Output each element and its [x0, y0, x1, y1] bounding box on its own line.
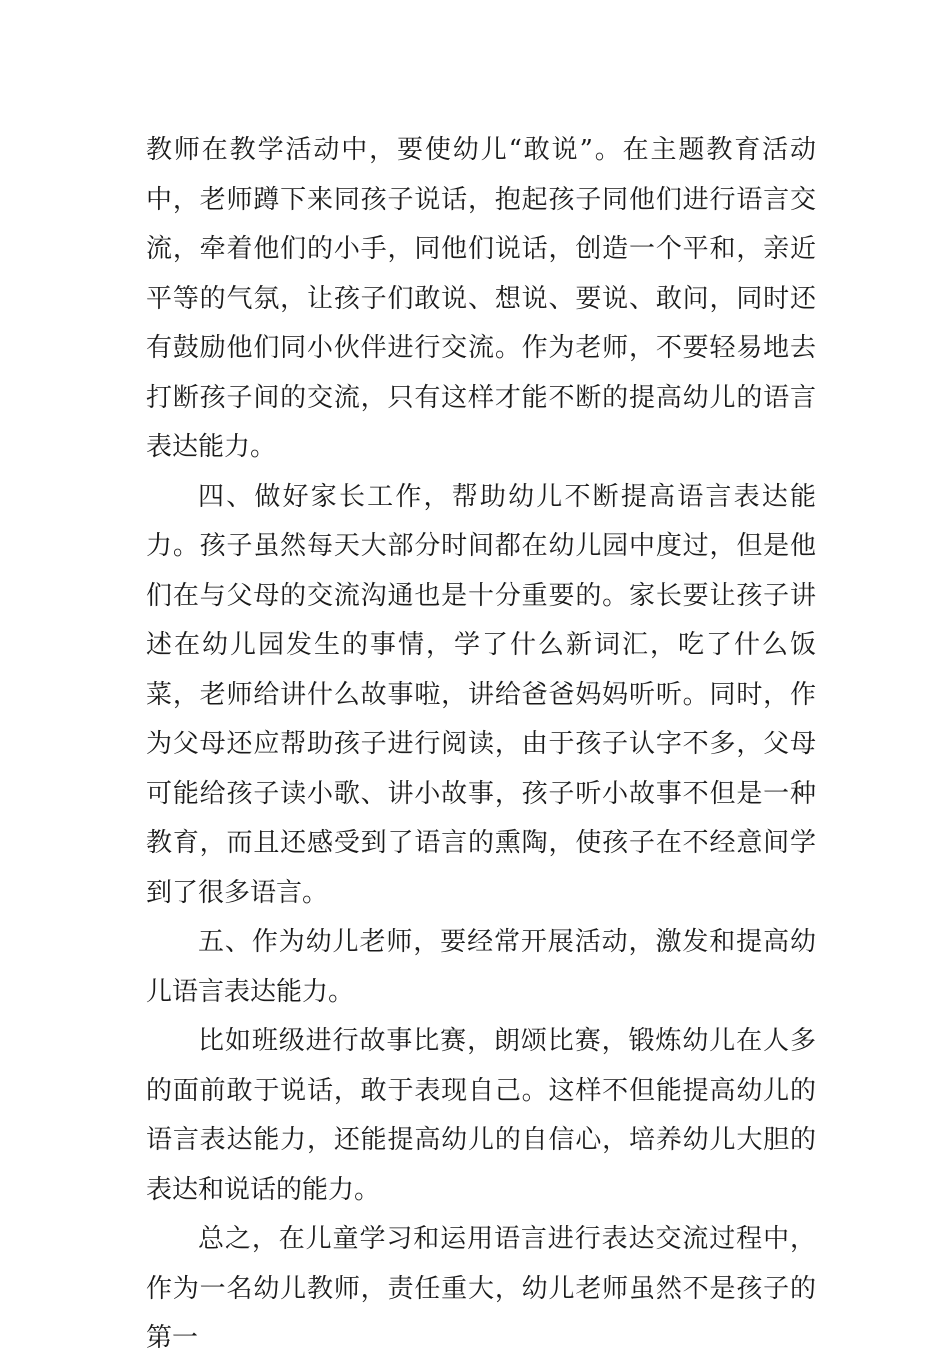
document-body: [146, 126, 816, 1364]
paragraph-section-four: 四、做好家长工作，帮助幼儿不断提高语言表达能力。孩子虽然每天大部分时间都在幼儿园中度过，但是他们在与父母的交流沟通也是十分重要的。家长要让孩子讲述在幼儿园发生的事情，学了什么新词汇，吃了什么饭菜，老师给讲什么故事啦，讲给爸爸妈妈听听。同时，作为父母还应帮助孩子进行阅读，由于孩子认字不多，父母可能给孩子读小歌、讲小故事，孩子听小故事不但是一种教育，而且还感受到了语言的熏陶，使孩子在不经意间学到了很多语言。: [146, 481, 816, 908]
paragraph-continuation: 教师在教学活动中，要使幼儿“敢说”。在主题教育活动中，老师蹲下来同孩子说话，抱起孩子同他们进行语言交流，牵着他们的小手，同他们说话，创造一个平和，亲近平等的气氛，让孩子们敢说、想说、要说、敢问，同时还有鼓励他们同小伙伴进行交流。作为老师，不要轻易地去打断孩子间的交流，只有这样才能不断的提高幼儿的语言表达能力。: [146, 135, 816, 462]
paragraph-section-five: 五、作为幼儿老师，要经常开展活动，激发和提高幼儿语言表达能力。: [146, 927, 816, 1007]
paragraph-example: 比如班级进行故事比赛，朗颂比赛，锻炼幼儿在人多的面前敢于说话，敢于表现自己。这样不但能提高幼儿的语言表达能力，还能提高幼儿的自信心，培养幼儿大胆的表达和说话的能力。: [146, 1026, 816, 1205]
paragraph-conclusion: 总之，在儿童学习和运用语言进行表达交流过程中，作为一名幼儿教师，责任重大，幼儿老师虽然不是孩子的第一: [146, 1224, 816, 1353]
